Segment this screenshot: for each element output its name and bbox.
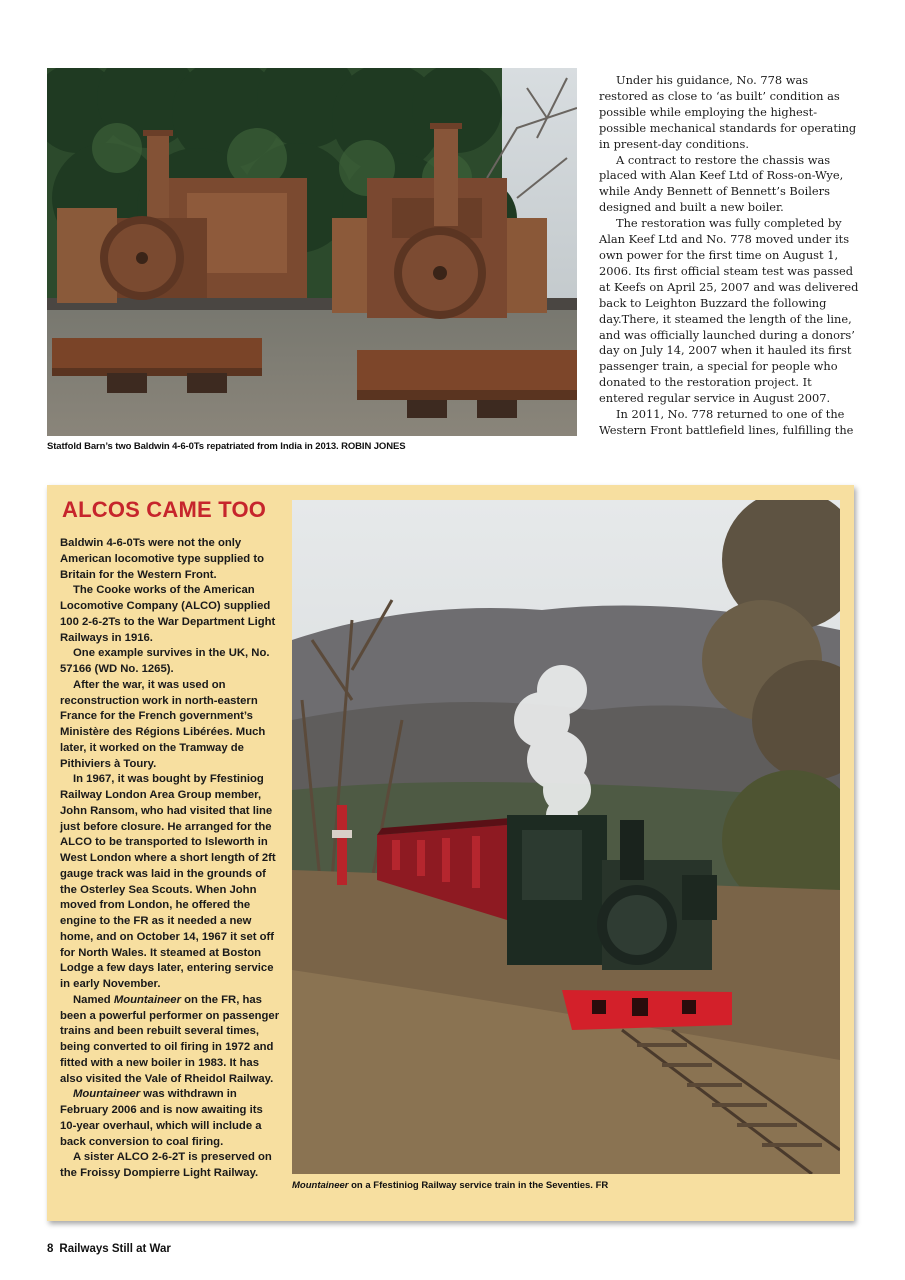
sidebar-paragraph: One example survives in the UK, No. 57166 (WD No. 1265). [60, 647, 270, 675]
sidebar-paragraph: After the war, it was used on reconstruction work in north-eastern France for the French government’s Ministère des Régions Libérées. Much later, it worked on the Tramway de Pithiviers à Toury. [60, 678, 266, 770]
sidebar-paragraph: A sister ALCO 2-6-2T is preserved on the Froissy Dompierre Light Railway. [60, 1151, 272, 1179]
article-paragraph: Under his guidance, No. 778 was restored as close to ‘as built’ condition as possible while employing the highest-possible mechanical standards for operating in present-day conditions. [599, 73, 857, 151]
article-paragraph: The restoration was fully completed by Alan Keef Ltd and No. 778 moved under its own power for the first time on August 1, 2006. Its first official steam test was passed at Keefs on April 25, 2007 and was delivered back to Leighton Buzzard the following day.There, it steamed the length of the line, and was officially launched during a donors’ day on July 14, 2007 when it hauled its first passenger train, a special for people who donated to the restoration project. It entered regular service in August 2007. [599, 216, 859, 406]
photo-mountaineer-train [292, 500, 840, 1174]
sidebar-paragraph: In 1967, it was bought by Ffestiniog Railway London Area Group member, John Ransom, who had visited that line just before closure. He arranged for the ALCO to be transported to Isleworth in West London where a short length of 2ft gauge track was laid in the grounds of the Osterley Sea Scouts. When John moved from London, he offered the engine to the FR as it needed a new home, and on October 14, 1967 it set off for North Wales. It steamed at Boston Lodge a few days later, entering service in early November. [60, 773, 276, 990]
sidebar-paragraph [60, 1087, 282, 1150]
caption-locomotive-name: Mountaineer [292, 1180, 349, 1191]
page-number: 8 [47, 1243, 54, 1255]
sidebar-box [47, 485, 854, 1221]
photo-mountaineer-illustration [292, 500, 840, 1174]
publication-name: Railways Still at War [59, 1243, 171, 1255]
article-paragraph: A contract to restore the chassis was placed with Alan Keef Ltd of Ross-on-Wye, while Andy Bennett of Bennett’s Boilers designed and built a new boiler. [599, 152, 844, 215]
page-footer [47, 1243, 171, 1255]
sidebar-text-run: was withdrawn in February 2006 and is now awaiting its 10-year overhaul, which will include a back conversion to coal firing. [60, 1088, 263, 1148]
sidebar-paragraph: Baldwin 4-6-0Ts were not the only American locomotive type supplied to Britain for the Western Front. [60, 537, 265, 581]
photo-baldwin-locomotives [47, 68, 577, 436]
sidebar-text-run: Named [73, 993, 114, 1006]
locomotive-name: Mountaineer [73, 1088, 141, 1101]
photo-caption [292, 1180, 840, 1191]
photo-baldwin-illustration [47, 68, 577, 436]
locomotive-name: Mountaineer [113, 993, 181, 1006]
sidebar-text [60, 536, 282, 1182]
article-body [599, 73, 859, 439]
sidebar-paragraph: The Cooke works of the American Locomotive Company (ALCO) supplied 100 2-6-2Ts to the War Department Light Railways in 1916. [60, 584, 276, 644]
article-paragraph: In 2011, No. 778 returned to one of the Western Front battlefield lines, fulfilling the [599, 407, 854, 437]
photo-caption: Statfold Barn’s two Baldwin 4-6-0Ts repatriated from India in 2013. ROBIN JONES [47, 441, 406, 452]
sidebar-paragraph [60, 993, 282, 1088]
caption-text: on a Ffestiniog Railway service train in the Seventies. FR [348, 1180, 609, 1191]
sidebar-title: ALCOS CAME TOO [62, 497, 267, 522]
sidebar-text-run: on the FR, has been a powerful performer on passenger trains and been rebuilt several times, being converted to oil firing in 1972 and fitted with a new boiler in 1983. It has also visited the Vale of Rheidol Railway. [60, 993, 280, 1085]
